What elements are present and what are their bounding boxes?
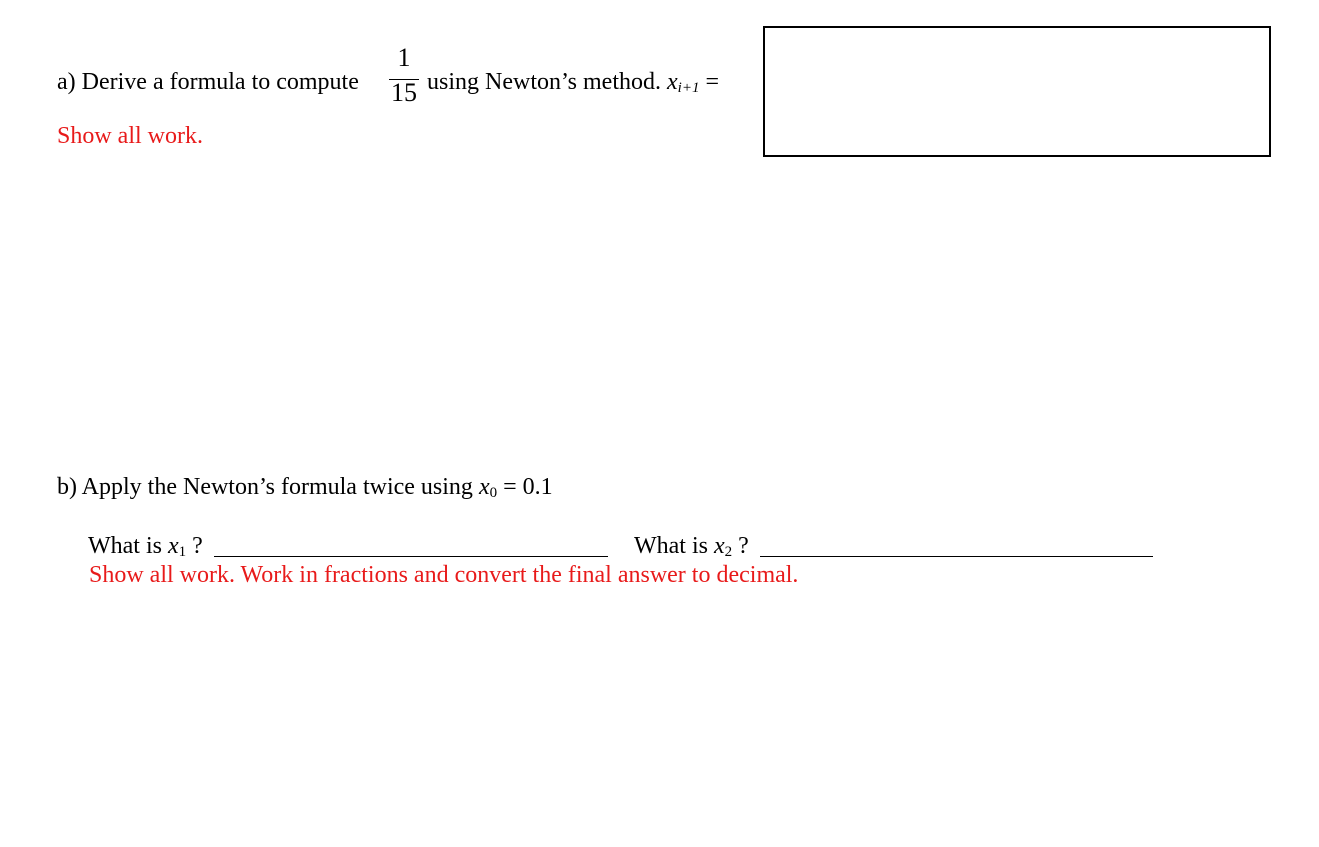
part-a-prompt-tail	[427, 68, 719, 96]
question-x1-mark: ?	[192, 533, 203, 559]
x0-variable: x	[478, 474, 490, 500]
x2-subscript: 2	[724, 544, 733, 560]
iterate-subscript: i+1	[677, 80, 700, 96]
question-x1-prefix: What is	[88, 533, 162, 559]
question-x1	[88, 532, 203, 560]
part-a-method-text: using Newton’s method.	[427, 69, 661, 95]
x2-answer-blank[interactable]	[760, 556, 1153, 557]
x2-variable: x	[713, 533, 725, 559]
iterate-variable: x	[667, 69, 678, 95]
part-a-prompt	[57, 68, 359, 96]
part-b-prompt	[57, 473, 553, 501]
fraction-denominator: 15	[391, 78, 417, 107]
part-b-prompt-text: b) Apply the Newton’s formula twice using	[57, 474, 473, 500]
x1-subscript: 1	[178, 544, 187, 560]
fraction-numerator: 1	[397, 43, 411, 72]
question-x2-mark: ?	[738, 533, 749, 559]
equals-sign: =	[705, 69, 719, 95]
question-x2-prefix: What is	[634, 533, 708, 559]
part-a-instruction: Show all work.	[57, 123, 203, 149]
x1-variable: x	[167, 533, 179, 559]
x0-subscript: 0	[489, 485, 498, 501]
question-x2	[634, 532, 749, 560]
x0-value: = 0.1	[503, 474, 553, 500]
part-b-instruction: Show all work. Work in fractions and convert the final answer to decimal.	[89, 562, 799, 588]
part-a-prompt-text: a) Derive a formula to compute	[57, 69, 359, 95]
formula-answer-box[interactable]	[763, 26, 1271, 157]
x1-answer-blank[interactable]	[214, 556, 608, 557]
fraction-one-fifteenth	[386, 44, 422, 106]
